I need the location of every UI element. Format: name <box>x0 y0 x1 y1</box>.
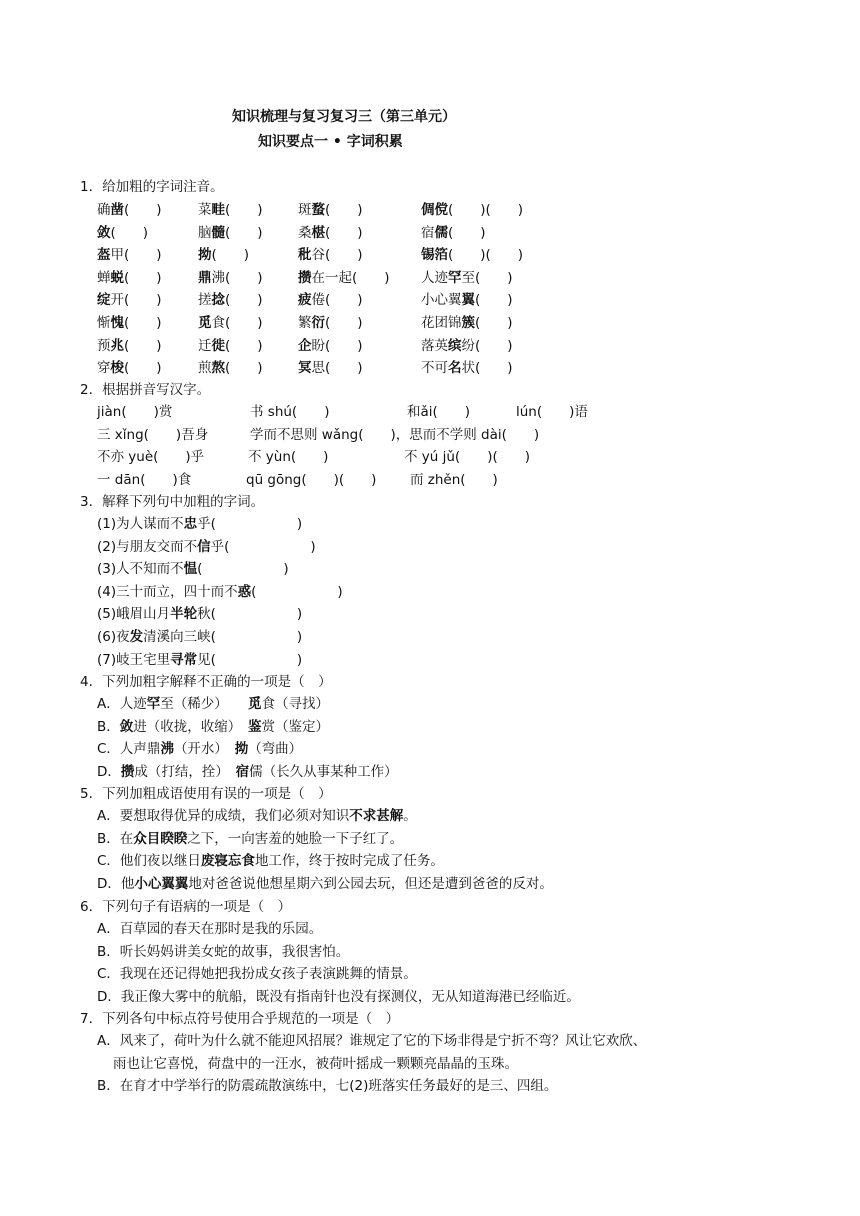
option-text: （开水） <box>173 741 235 758</box>
option-bold-word: 宿 <box>235 763 250 780</box>
item-answer-blank: 沸( ) <box>211 269 263 286</box>
item-bold-word: 蜕 <box>110 269 124 286</box>
item-bold-word: 鼎 <box>198 269 212 286</box>
item-text: 迁 <box>198 337 212 354</box>
item-text: 煎 <box>198 360 212 377</box>
option-bold-word: 小心翼翼 <box>134 875 189 892</box>
option-line <box>97 715 329 735</box>
item-answer-blank: 甲( ) <box>110 247 162 264</box>
item-bold-word: 愧 <box>110 315 124 331</box>
item-bold-word: 翼 <box>461 292 475 309</box>
item-bold-word: 觅 <box>198 315 212 331</box>
item-text: 不可 <box>421 360 448 377</box>
pinyin-item <box>97 334 162 354</box>
item-bold-word: 秕 <box>298 247 312 264</box>
pinyin-blank: lún( )语 <box>516 404 588 420</box>
option-bold-word: 不求甚解 <box>349 808 404 824</box>
item-answer-blank: ( ) <box>124 269 162 286</box>
item-text: 桑 <box>298 224 312 241</box>
item-answer-blank: 谷( ) <box>311 247 363 264</box>
item-answer-blank: 纷( ) <box>461 337 513 354</box>
item-answer-blank: ( ) <box>197 561 289 578</box>
pinyin-blank: 不 yùn( ) <box>248 449 329 466</box>
option-line: A．百草园的春天在那时是我的乐园。 <box>97 921 323 937</box>
pinyin-item <box>97 288 162 308</box>
pinyin-item <box>97 356 162 376</box>
item-bold-word: 盔 <box>97 247 111 264</box>
option-text: B． <box>97 718 120 735</box>
question-7-heading: 7．下列各句中标点符号使用合乎规范的一项是（ ） <box>80 1011 400 1027</box>
item-answer-blank: ( ) <box>225 292 263 309</box>
pinyin-item <box>421 198 523 218</box>
item-answer-blank: 思( ) <box>311 360 363 377</box>
item-bold-word: 疲 <box>298 292 312 309</box>
item-answer-blank: ( ) <box>211 247 250 264</box>
item-answer-blank: ( ) <box>225 360 263 377</box>
item-answer-blank: 清溪向三峡( ) <box>143 629 303 645</box>
option-text: C．人声鼎 <box>97 741 161 758</box>
option-text: A．人迹 <box>97 696 147 712</box>
option-bold-word: 拗 <box>234 741 249 758</box>
option-bold-word: 敛 <box>119 718 134 735</box>
item-bold-word: 畦 <box>211 202 225 218</box>
item-text: 确 <box>97 202 111 218</box>
pinyin-item <box>298 266 390 286</box>
item-text: 人迹 <box>421 269 448 286</box>
item-text: (2)与朋友交而不 <box>97 538 198 555</box>
pinyin-blank: 不 yú jǔ( )( ) <box>404 449 531 466</box>
pinyin-item <box>198 311 263 331</box>
item-answer-blank: 状( ) <box>461 360 513 377</box>
item-bold-word: 凿 <box>110 202 124 218</box>
option-line: C．我现在还记得她把我扮成女孩子表演跳舞的情景。 <box>97 966 417 983</box>
item-bold-word: 徙 <box>211 337 225 354</box>
item-bold-word: 缤 <box>448 337 462 354</box>
pinyin-item <box>97 243 162 263</box>
option-text: A．要想取得优异的成绩，我们必须对知识 <box>97 808 350 824</box>
pinyin-item <box>198 221 263 241</box>
item-bold-word: 忠 <box>183 516 198 532</box>
item-answer-blank: 见( ) <box>197 651 303 668</box>
item-answer-blank: ( )( ) <box>448 202 524 218</box>
pinyin-item <box>298 198 363 218</box>
item-text: 花团锦 <box>421 315 462 331</box>
option-text: 儒（长久从事某种工作） <box>249 763 398 780</box>
option-line: B．听长妈妈讲美女蛇的故事，我很害怕。 <box>97 943 350 960</box>
pinyin-blank: 而 zhěn( ) <box>410 471 498 488</box>
option-text: 地对爸爸说他想星期六到公园去玩，但还是遭到爸爸的反对。 <box>188 875 553 892</box>
item-bold-word: 信 <box>197 538 211 555</box>
explain-item <box>97 625 302 645</box>
pinyin-item <box>298 221 363 241</box>
option-line: D．我正像大雾中的航船，既没有指南针也没有探测仪，无从知道海港已经临近。 <box>97 988 580 1005</box>
pinyin-blank: jiàn( )赏 <box>97 404 173 420</box>
pinyin-blank: 一 dān( )食 <box>97 471 192 488</box>
item-answer-blank: 秋( ) <box>197 606 303 623</box>
item-text: (7)岐王宅里 <box>97 651 171 668</box>
item-text: 搓 <box>198 292 212 309</box>
option-text: 成（打结，拴） <box>134 763 236 780</box>
item-answer-blank: 开( ) <box>110 292 162 309</box>
option-text: C．他们夜以继日 <box>97 853 201 870</box>
pinyin-blank: 和ǎi( ) <box>407 404 471 420</box>
pinyin-blank: 书 shú( ) <box>250 404 330 420</box>
item-bold-word: 衍 <box>311 315 325 331</box>
option-line <box>97 760 398 780</box>
explain-item <box>97 580 343 600</box>
item-text: (6)夜 <box>97 629 130 645</box>
item-text: (4)三十而立，四十而不 <box>97 583 238 600</box>
item-text: 繁 <box>298 315 312 331</box>
item-answer-blank: ( ) <box>325 315 363 331</box>
item-text: (5)峨眉山月 <box>97 606 171 623</box>
item-answer-blank: ( ) <box>475 292 513 309</box>
item-bold-word: 捻 <box>211 292 225 309</box>
option-line <box>97 692 329 712</box>
option-line <box>97 737 302 757</box>
item-answer-blank: ( ) <box>124 360 162 377</box>
pinyin-item <box>198 356 263 376</box>
item-answer-blank: 盼( ) <box>311 337 363 354</box>
pinyin-item <box>198 288 263 308</box>
option-bold-word: 废寝忘食 <box>200 853 255 870</box>
item-bold-word: 惑 <box>237 583 252 600</box>
pinyin-item <box>421 311 513 331</box>
pinyin-item <box>421 266 513 286</box>
item-answer-blank: 至( ) <box>461 269 513 286</box>
item-bold-word: 罕 <box>448 269 462 286</box>
page-subtitle: 知识要点一 • 字词积累 <box>258 134 403 150</box>
pinyin-blank: qū gōng( )( ) <box>246 471 377 488</box>
pinyin-item <box>421 243 523 263</box>
pinyin-item <box>421 288 513 308</box>
item-answer-blank: 食( ) <box>211 315 263 331</box>
item-answer-blank: ( ) <box>225 337 263 354</box>
item-bold-word: 攒 <box>298 269 312 286</box>
option-text: D． <box>97 763 121 780</box>
option-bold-word: 罕 <box>146 696 161 712</box>
item-answer-blank: ( )( ) <box>448 247 524 264</box>
item-answer-blank: 在一起( ) <box>311 269 390 286</box>
item-answer-blank: ( ) <box>251 583 343 600</box>
item-bold-word: 梭 <box>110 360 124 377</box>
explain-item <box>97 512 302 532</box>
item-bold-word: 椹 <box>311 224 325 241</box>
option-text: B．在 <box>97 830 134 847</box>
question-1-heading: 1．给加粗的字词注音。 <box>80 179 224 195</box>
option-text: D．他 <box>97 875 135 892</box>
option-text: 进（收拢，收缩） <box>133 718 249 735</box>
item-bold-word: 拗 <box>198 247 212 264</box>
option-line: 雨也让它喜悦，荷盘中的一汪水，被荷叶摇成一颗颗亮晶晶的玉珠。 <box>113 1055 518 1072</box>
item-answer-blank: 倦( ) <box>311 292 363 309</box>
item-answer-blank: ( ) <box>225 224 263 241</box>
pinyin-item <box>97 221 148 241</box>
pinyin-item <box>421 356 513 376</box>
item-bold-word: 企 <box>298 337 312 354</box>
item-bold-word: 名 <box>448 360 462 377</box>
explain-item <box>97 602 302 622</box>
item-text: 脑 <box>198 224 212 241</box>
pinyin-blank: 不亦 yuè( )乎 <box>97 449 205 466</box>
item-bold-word: 发 <box>129 629 144 645</box>
pinyin-item <box>97 266 162 286</box>
item-text: 菜 <box>198 202 212 218</box>
item-bold-word: 倜傥 <box>421 202 448 218</box>
item-answer-blank: ( ) <box>475 315 513 331</box>
option-bold-word: 沸 <box>160 741 174 758</box>
item-bold-word: 冥 <box>298 360 312 377</box>
option-bold-word: 鉴 <box>248 718 262 735</box>
item-bold-word: 熬 <box>211 360 225 377</box>
pinyin-item <box>198 266 263 286</box>
option-line <box>97 849 444 869</box>
option-text: 食（寻找） <box>261 696 329 712</box>
question-6-heading: 6．下列句子有语病的一项是（ ） <box>80 899 292 915</box>
option-line <box>97 872 553 892</box>
item-bold-word: 儒 <box>434 224 448 241</box>
option-text: （弯曲） <box>248 741 303 758</box>
item-text: 蝉 <box>97 269 111 286</box>
option-text: 。 <box>403 808 417 824</box>
option-text: 赏（鉴定） <box>261 718 330 735</box>
pinyin-item <box>97 311 162 331</box>
question-3-heading: 3．解释下列句中加粗的字词。 <box>80 494 265 510</box>
item-text: 宿 <box>421 224 435 241</box>
item-text: 穿 <box>97 360 111 377</box>
option-text: 地工作，终于按时完成了任务。 <box>254 853 444 870</box>
item-text: 小心翼 <box>421 292 462 309</box>
item-answer-blank: ( ) <box>225 202 263 218</box>
item-text: 预 <box>97 337 111 354</box>
item-answer-blank: 乎( ) <box>197 516 303 532</box>
item-bold-word: 愠 <box>183 561 198 578</box>
pinyin-item <box>421 221 486 241</box>
option-text: 之下，一向害羞的她脸一下子红了。 <box>187 830 404 847</box>
option-line: B．在育才中学举行的防震疏散演练中，七(2)班落实任务最好的是三、四组。 <box>97 1078 558 1095</box>
pinyin-item <box>298 311 363 331</box>
item-answer-blank: ( ) <box>124 315 162 331</box>
question-4-heading: 4．下列加粗字解释不正确的一项是（ ） <box>80 674 332 690</box>
item-answer-blank: ( ) <box>325 202 363 218</box>
option-bold-word: 攒 <box>120 763 135 780</box>
pinyin-item <box>198 243 249 263</box>
item-bold-word: 簇 <box>461 315 475 331</box>
pinyin-item <box>298 288 363 308</box>
option-line: A．风来了，荷叶为什么就不能迎风招展？谁规定了它的下场非得是宁折不弯？风让它欢欣、 <box>97 1033 647 1049</box>
item-text: 惭 <box>97 315 111 331</box>
pinyin-blank: 学而不思则 wǎng( )，思而不学则 dài( ) <box>250 426 540 443</box>
pinyin-item <box>298 334 363 354</box>
pinyin-item <box>298 356 363 376</box>
pinyin-item <box>421 334 513 354</box>
item-answer-blank: 乎( ) <box>210 538 316 555</box>
item-text: 落英 <box>421 337 448 354</box>
item-bold-word: 兆 <box>110 337 124 354</box>
item-answer-blank: ( ) <box>110 224 149 241</box>
page-title: 知识梳理与复习复习三（第三单元） <box>232 109 456 125</box>
item-bold-word: 敛 <box>97 224 111 241</box>
item-text: (3)人不知而不 <box>97 561 184 578</box>
pinyin-item <box>298 243 363 263</box>
item-answer-blank: ( ) <box>448 224 486 241</box>
explain-item <box>97 557 289 577</box>
option-bold-word: 觅 <box>248 696 262 712</box>
pinyin-item <box>198 334 263 354</box>
item-bold-word: 绽 <box>97 292 111 309</box>
question-2-heading: 2．根据拼音写汉字。 <box>80 382 211 398</box>
question-5-heading: 5．下列加粗成语使用有误的一项是（ ） <box>80 786 332 802</box>
pinyin-blank: 三 xǐng( )吾身 <box>97 426 209 443</box>
pinyin-item <box>97 198 162 218</box>
item-bold-word: 半轮 <box>170 606 198 623</box>
item-bold-word: 锡箔 <box>421 247 448 264</box>
option-line <box>97 827 403 847</box>
explain-item <box>97 535 316 555</box>
item-answer-blank: ( ) <box>325 224 363 241</box>
option-bold-word: 众目睽睽 <box>133 830 188 847</box>
item-answer-blank: ( ) <box>124 337 162 354</box>
option-text: 至（稀少） <box>160 696 248 712</box>
item-answer-blank: ( ) <box>124 202 162 218</box>
explain-item <box>97 648 302 668</box>
item-text: 斑 <box>298 202 312 218</box>
item-bold-word: 寻常 <box>170 651 198 668</box>
item-bold-word: 蝥 <box>311 202 325 218</box>
item-text: (1)为人谋而不 <box>97 516 184 532</box>
option-line <box>97 804 417 824</box>
item-bold-word: 髓 <box>211 224 225 241</box>
pinyin-item <box>198 198 263 218</box>
